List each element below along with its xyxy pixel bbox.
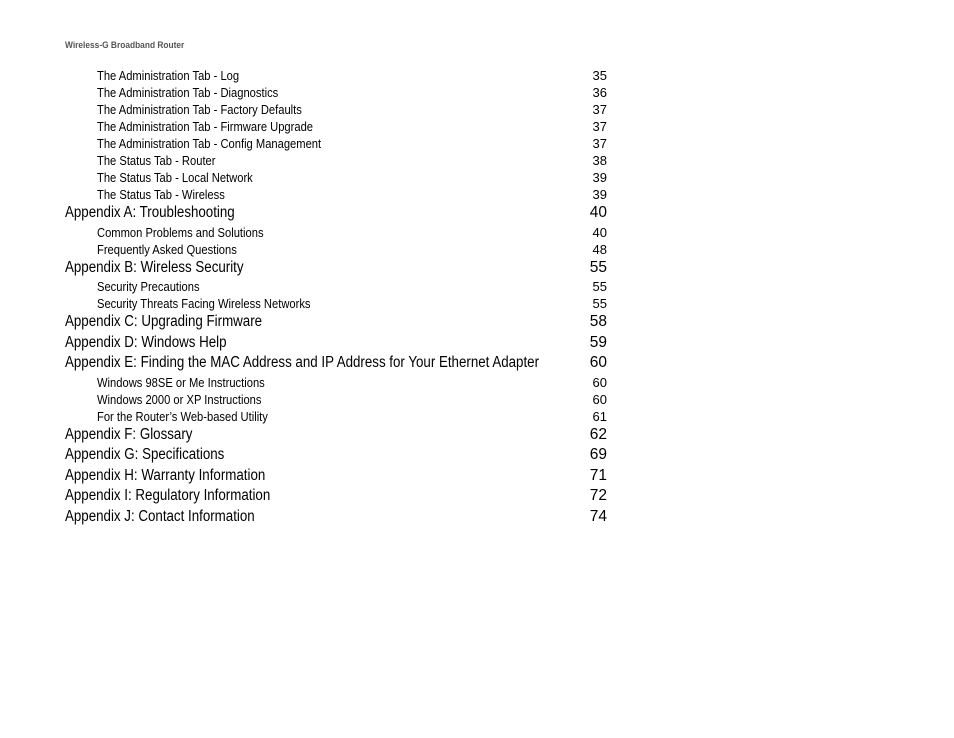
toc-entry-appendix[interactable] bbox=[65, 507, 607, 528]
toc-entry-section[interactable] bbox=[65, 152, 607, 169]
toc-entry-appendix[interactable] bbox=[65, 425, 607, 446]
running-header: Wireless-G Broadband Router bbox=[65, 40, 185, 51]
toc-entry-title: Appendix E: Finding the MAC Address and IP Address for Your Ethernet Adapter bbox=[65, 354, 540, 371]
toc-entry-page-number: 72 bbox=[589, 487, 607, 504]
toc-entry-page-number: 38 bbox=[592, 153, 607, 168]
toc-entry-section[interactable] bbox=[65, 169, 607, 186]
toc-entry-page-number: 69 bbox=[589, 446, 607, 463]
toc-entry-appendix[interactable] bbox=[65, 333, 607, 354]
toc-entry-page-number: 37 bbox=[592, 119, 607, 134]
toc-entry-title: The Administration Tab - Config Management bbox=[97, 136, 322, 151]
toc-entry-section[interactable] bbox=[65, 67, 607, 84]
toc-entry-appendix[interactable] bbox=[65, 312, 607, 333]
toc-entry-title: The Administration Tab - Firmware Upgrade bbox=[97, 119, 314, 134]
toc-entry-page-number: 39 bbox=[592, 170, 607, 185]
toc-entry-appendix[interactable] bbox=[65, 353, 607, 374]
toc-entry-page-number: 48 bbox=[592, 241, 607, 257]
toc-entry-page-number: 55 bbox=[589, 258, 607, 276]
toc-entry-page-number: 58 bbox=[589, 313, 607, 330]
toc-entry-title: Security Precautions bbox=[97, 279, 200, 294]
toc-entry-appendix[interactable] bbox=[65, 258, 607, 279]
toc-entry-page-number: 36 bbox=[592, 85, 607, 100]
toc-entry-title: Appendix G: Specifications bbox=[65, 446, 225, 463]
toc-entry-page-number: 59 bbox=[589, 333, 607, 351]
toc-entry-title: Windows 98SE or Me Instructions bbox=[97, 374, 265, 390]
toc-entry-title: The Administration Tab - Factory Defaults bbox=[97, 102, 302, 117]
toc-entry-page-number: 60 bbox=[592, 374, 607, 390]
toc-entry-appendix[interactable] bbox=[65, 445, 607, 466]
toc-entry-title: Appendix C: Upgrading Firmware bbox=[65, 313, 263, 330]
toc-entry-page-number: 39 bbox=[592, 187, 607, 202]
toc-entry-appendix[interactable] bbox=[65, 486, 607, 507]
toc-entry-title: The Administration Tab - Diagnostics bbox=[97, 85, 279, 100]
toc-entry-title: Frequently Asked Questions bbox=[97, 241, 237, 257]
toc-entry-title: The Status Tab - Router bbox=[97, 153, 216, 168]
toc-entry-page-number: 40 bbox=[592, 224, 607, 240]
toc-entry-title: The Status Tab - Wireless bbox=[97, 187, 225, 202]
toc-entry-page-number: 37 bbox=[592, 136, 607, 151]
toc-entry-title: Appendix H: Warranty Information bbox=[65, 466, 266, 484]
toc-entry-page-number: 55 bbox=[592, 296, 607, 311]
toc-entry-section[interactable] bbox=[65, 374, 607, 391]
toc-entry-page-number: 61 bbox=[592, 408, 607, 424]
toc-entry-page-number: 71 bbox=[589, 466, 607, 484]
toc-entry-section[interactable] bbox=[65, 391, 607, 408]
toc-entry-page-number: 60 bbox=[589, 354, 607, 371]
toc-entry-title: The Administration Tab - Log bbox=[97, 68, 240, 83]
toc-entry-page-number: 35 bbox=[592, 68, 607, 83]
toc-entry-page-number: 60 bbox=[592, 391, 607, 407]
toc-entry-section[interactable] bbox=[65, 295, 607, 312]
toc-entry-title: Security Threats Facing Wireless Networks bbox=[97, 296, 311, 311]
toc-entry-section[interactable] bbox=[65, 278, 607, 295]
toc-entry-appendix[interactable] bbox=[65, 203, 607, 224]
toc-entry-title: Appendix D: Windows Help bbox=[65, 333, 227, 351]
toc-entry-page-number: 40 bbox=[589, 204, 607, 221]
toc-entry-section[interactable] bbox=[65, 101, 607, 118]
toc-entry-section[interactable] bbox=[65, 118, 607, 135]
toc-entry-title: Common Problems and Solutions bbox=[97, 224, 264, 240]
toc-entry-section[interactable] bbox=[65, 186, 607, 203]
toc-entry-section[interactable] bbox=[65, 224, 607, 241]
toc-entry-section[interactable] bbox=[65, 408, 607, 425]
toc-entry-title: The Status Tab - Local Network bbox=[97, 170, 253, 185]
toc-entry-title: Appendix J: Contact Information bbox=[65, 507, 255, 525]
toc-entry-title: For the Router’s Web-based Utility bbox=[97, 408, 268, 424]
toc-entry-title: Windows 2000 or XP Instructions bbox=[97, 391, 262, 407]
toc-entry-section[interactable] bbox=[65, 241, 607, 258]
toc-entry-section[interactable] bbox=[65, 135, 607, 152]
toc-entry-title: Appendix I: Regulatory Information bbox=[65, 487, 271, 504]
toc-entry-page-number: 74 bbox=[589, 507, 607, 525]
toc-entry-title: Appendix B: Wireless Security bbox=[65, 258, 244, 276]
toc-entry-appendix[interactable] bbox=[65, 466, 607, 487]
table-of-contents bbox=[65, 67, 607, 527]
toc-entry-page-number: 55 bbox=[592, 279, 607, 294]
toc-entry-page-number: 37 bbox=[592, 102, 607, 117]
toc-entry-title: Appendix A: Troubleshooting bbox=[65, 204, 235, 221]
toc-entry-section[interactable] bbox=[65, 84, 607, 101]
toc-entry-page-number: 62 bbox=[589, 425, 607, 443]
toc-entry-title: Appendix F: Glossary bbox=[65, 425, 193, 443]
